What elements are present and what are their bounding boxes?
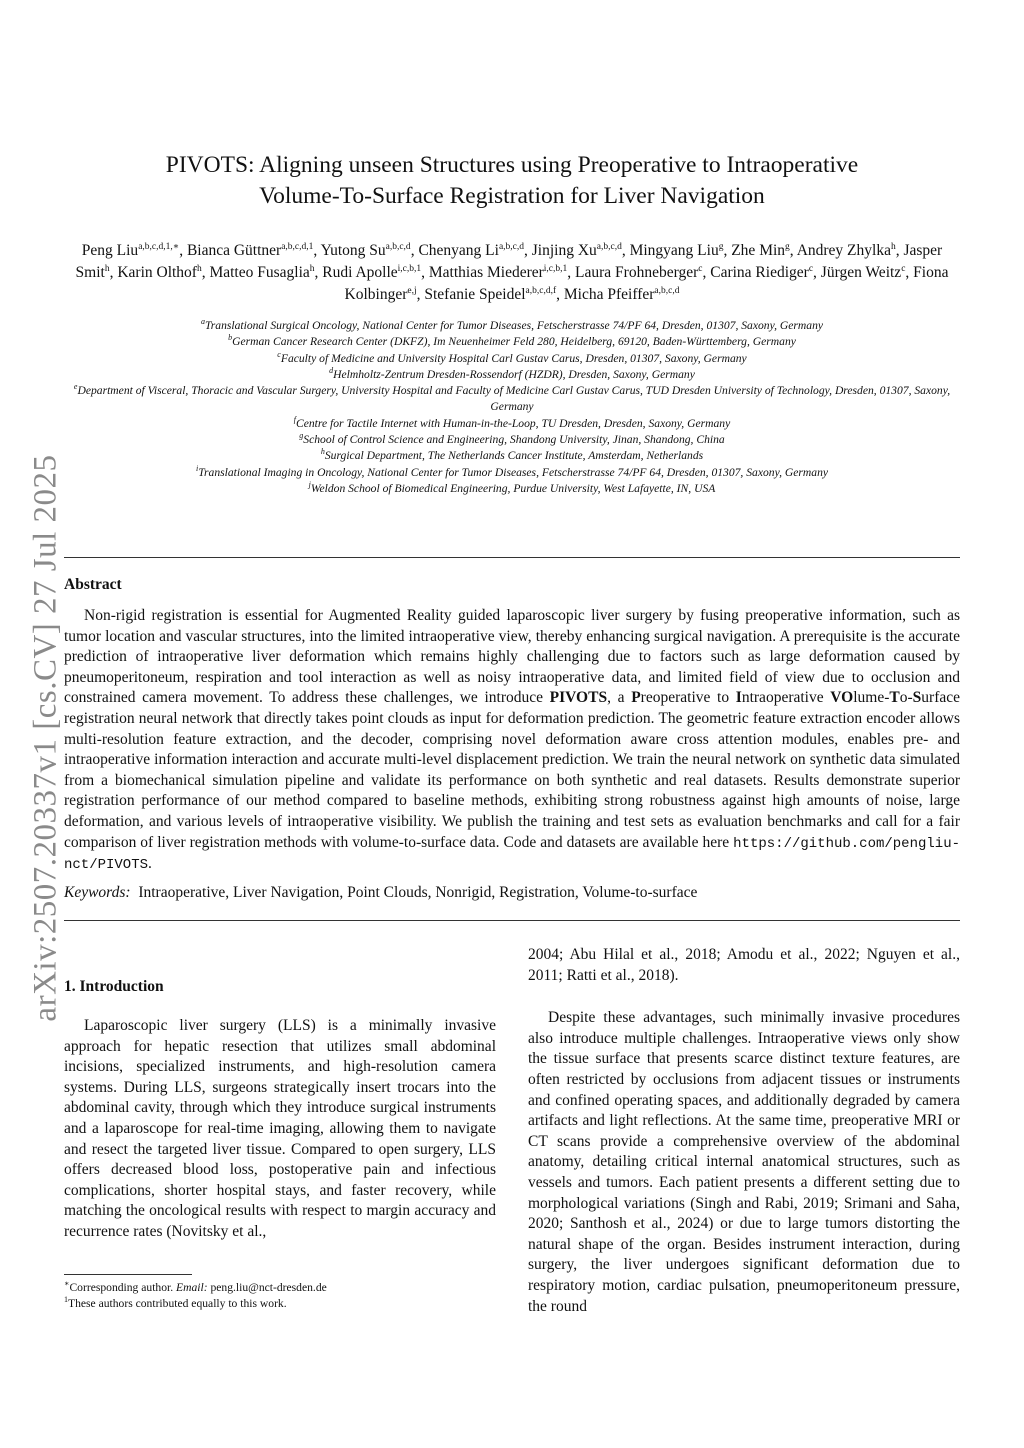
author: Andrey Zhylka bbox=[796, 242, 891, 259]
author-affiliation-marks: c bbox=[808, 263, 814, 274]
author: Carina Riediger bbox=[710, 264, 809, 281]
intro-paragraph-1: Laparoscopic liver surgery (LLS) is a minimally invasive approach for hepatic resection that utilizes small abdominal incisions, specialized instruments, and high-resolution camera systems. During LLS, surgeons strategically insert trocars into the abdominal cavity, through which they introduce surgical instruments and a laparoscope for real-time imaging, allowing them to navigate and resect the targeted liver tissue. Compared to open surgery, LLS offers decreased blood loss, postoperative pain and infectious complications, shorter hospital stays, and faster recovery, while matching the oncological results with respect to margin accuracy and recurrence rates (Novitsky et al., bbox=[64, 1017, 496, 1240]
affiliation-key: f bbox=[293, 414, 296, 424]
author-affiliation-marks: g bbox=[785, 241, 790, 252]
author: Mingyang Liu bbox=[629, 242, 719, 259]
author-list: Peng Liu$^{a,b,c,d,1,∗}$, Bianca Güttner$^{a,b,c,d,1}$, Yutong Su$^{a,b,c,d}$, Chenyang Li$^{a,b,c,d}$, Jinjing Xu$^{a,b,c,d}$, Mingyang Liu$^g$, Zhe Min$^g$, Andrey Zhylka$^h$, Jasper Smit$^h$, Karin Olthof$^h$, Matteo Fusaglia$^h$, Rudi Apolle$^{i,c,b,1}$, Matthias Miederer$^{i,c,b,1}$, Laura Frohneberger$^c$, Carina Riediger$^c$, Jürgen Weitz$^c$, Fiona Kolbinger$^{e,j}$, Stefanie Speidel$^{a,b,c,d,f}$, Micha Pfeiffer$^{a,b,c,d}$ bbox=[75, 241, 949, 303]
author-affiliation-marks: g bbox=[718, 241, 724, 252]
author-affiliation-marks: a,b,c,d bbox=[385, 241, 411, 252]
affiliation bbox=[64, 416, 960, 432]
code-url-link[interactable]: https://github.com/pengliu-nct/PIVOTS bbox=[64, 835, 960, 874]
keywords bbox=[64, 884, 960, 902]
footnote-divider bbox=[64, 1274, 192, 1275]
affiliation bbox=[64, 318, 960, 334]
affiliation-text: Department of Visceral, Thoracic and Vascular Surgery, University Hospital and Faculty of Medicine Carl Gustav Carus, TUD Dresden University of Technology, Dresden, 01307, Saxony, Germany bbox=[77, 384, 951, 414]
affiliation-text: Translational Imaging in Oncology, National Center for Tumor Diseases, Fetscherstrasse 74/PF 64, Dresden, 01307, Saxony, Germany bbox=[198, 465, 829, 479]
author: Jürgen Weitz bbox=[820, 264, 902, 281]
author: Chenyang Li bbox=[418, 242, 499, 259]
affiliation-text: School of Control Science and Engineering, Shandong University, Jinan, Shandong, China bbox=[303, 433, 725, 447]
author: Micha Pfeiffer bbox=[563, 286, 655, 303]
title-line-1: PIVOTS: Aligning unseen Structures using Preoperative to Intraoperative bbox=[165, 152, 859, 178]
author: Rudi Apolle bbox=[322, 264, 398, 281]
author-affiliation-marks: e,j bbox=[407, 285, 417, 296]
author: Matteo Fusaglia bbox=[209, 264, 310, 281]
affiliation-text: Surgical Department, The Netherlands Cancer Institute, Amsterdam, Netherlands bbox=[324, 449, 704, 463]
affiliation-list bbox=[64, 318, 960, 497]
author: Matthias Miederer bbox=[428, 264, 544, 281]
author: Fiona Kolbinger bbox=[344, 264, 949, 303]
author-affiliation-marks: a,b,c,d bbox=[596, 241, 622, 252]
affiliation-text: Faculty of Medicine and University Hospital Carl Gustav Carus, Dresden, 01307, Saxony, Germany bbox=[280, 351, 747, 365]
author: Zhe Min bbox=[731, 242, 786, 259]
bottom-divider bbox=[64, 920, 960, 921]
author-affiliation-marks: h bbox=[196, 263, 202, 274]
author-affiliation-marks: h bbox=[309, 263, 315, 274]
author-affiliation-marks: a,b,c,d bbox=[654, 285, 680, 296]
right-column bbox=[528, 945, 960, 1317]
author-affiliation-marks: a,b,c,d,1 bbox=[281, 241, 314, 252]
author-affiliation-marks: c bbox=[698, 263, 703, 274]
intro-paragraph-2: Despite these advantages, such minimally invasive procedures also introduce multiple challenges. Intraoperative views only show the tissue surface that presents scarce distinct texture features, are often restricted by occlusions from adjacent tissues or instruments and confined operating spaces, and additionally degraded by camera artifacts and light reflections. At the same time, preoperative MRI or CT scans provide a comprehensive overview of the abdominal anatomy, detailing critical internal anatomical structures, such as vessels and tumors. Each patient presents a different setting due to morphological variations (Singh and Rabi, 2019; Srimani and Saha, 2020; Santhosh et al., 2024) or due to large tumors distorting the natural shape of the organ. Besides instrument interaction, during surgery, the liver undergoes significant deformation due to respiratory motion, cardiac pulsation, pneumoperitoneum pressure, the round bbox=[528, 1009, 960, 1315]
affiliation-key: j bbox=[308, 480, 311, 490]
intro-paragraph-1-continued: 2004; Abu Hilal et al., 2018; Amodu et al., 2022; Nguyen et al., 2011; Ratti et al., 2018). bbox=[528, 946, 960, 984]
author-affiliation-marks: h bbox=[890, 241, 896, 252]
affiliation-key: c bbox=[277, 349, 281, 359]
arxiv-stamp: arXiv:2507.20337v1 [cs.CV] 27 Jul 2025 bbox=[27, 454, 64, 1022]
method-name: PIVOTS bbox=[549, 689, 608, 707]
author-affiliation-marks: a,b,c,d,f bbox=[525, 285, 557, 296]
affiliation-key: a bbox=[200, 317, 205, 327]
affiliation-key: h bbox=[320, 447, 325, 457]
affiliation-text: Translational Surgical Oncology, National Center for Tumor Diseases, Fetscherstrasse 74/PF 64, Dresden, 01307, Saxony, Germany bbox=[204, 319, 824, 332]
affiliation bbox=[64, 334, 960, 350]
affiliation bbox=[64, 432, 960, 448]
keywords-text: Intraoperative, Liver Navigation, Point Clouds, Nonrigid, Registration, Volume-to-surface bbox=[138, 884, 698, 901]
abstract-heading: Abstract bbox=[64, 576, 122, 593]
author-affiliation-marks: c bbox=[901, 263, 906, 274]
footnote-equal-contribution: $^1$These authors contributed equally to this work. bbox=[64, 1295, 287, 1310]
author: Karin Olthof bbox=[117, 264, 197, 281]
affiliation-text: Centre for Tactile Internet with Human-in-the-Loop, TU Dresden, Dresden, Saxony, Germany bbox=[295, 416, 731, 430]
author: Laura Frohneberger bbox=[575, 264, 699, 281]
email-link[interactable]: peng.liu@nct-dresden.de bbox=[207, 1281, 327, 1294]
left-column bbox=[64, 1016, 496, 1243]
affiliation bbox=[64, 383, 960, 416]
affiliation-text: Weldon School of Biomedical Engineering, Purdue University, West Lafayette, IN, USA bbox=[310, 481, 716, 495]
affiliation-key: e bbox=[73, 382, 78, 392]
author: Peng Liu bbox=[81, 242, 139, 259]
author-affiliation-marks: a,b,c,d,1,∗ bbox=[138, 241, 180, 252]
keywords-label: Keywords: bbox=[64, 884, 131, 901]
footnote-corresponding: ∗Corresponding author. Email: peng.liu@nct-dresden.de bbox=[64, 1279, 327, 1294]
author-affiliation-marks: i,c,b,1 bbox=[397, 263, 422, 274]
author-affiliation-marks: a,b,c,d bbox=[498, 241, 524, 252]
paper-title bbox=[64, 150, 960, 212]
affiliation-key: i bbox=[195, 463, 199, 473]
section-heading-introduction: 1. Introduction bbox=[64, 978, 164, 995]
author: Jasper Smit bbox=[75, 242, 943, 281]
author-affiliation-marks: i,c,b,1 bbox=[543, 263, 568, 274]
author-affiliation-marks: h bbox=[104, 263, 110, 274]
affiliation-text: German Cancer Research Center (DKFZ), Im Neuenheimer Feld 280, Heidelberg, 69120, Baden-Württemberg, Germany bbox=[232, 335, 796, 349]
title-line-2: Volume-To-Surface Registration for Liver Navigation bbox=[259, 183, 765, 209]
affiliation-key: d bbox=[329, 366, 334, 376]
author: Jinjing Xu bbox=[531, 242, 597, 259]
affiliation bbox=[64, 351, 960, 367]
author: Stefanie Speidel bbox=[424, 286, 526, 303]
affiliation bbox=[64, 481, 960, 497]
top-divider bbox=[64, 557, 960, 558]
affiliation-text: Helmholtz-Zentrum Dresden-Rossendorf (HZDR), Dresden, Saxony, Germany bbox=[333, 367, 695, 381]
author: Yutong Su bbox=[320, 242, 386, 259]
footnotes bbox=[64, 1280, 496, 1312]
affiliation bbox=[64, 448, 960, 464]
author: Bianca Güttner bbox=[186, 242, 282, 259]
affiliation bbox=[64, 367, 960, 383]
affiliation bbox=[64, 465, 960, 481]
affiliation-key: g bbox=[299, 431, 304, 441]
abstract-text: Non-rigid registration is essential for Augmented Reality guided laparoscopic liver surgery by fusing preoperative information, such as tumor location and vascular structures, into the limited intraoperative view, thereby enhancing surgical navigation. A prerequisite is the accurate prediction of intraoperative liver deformation which remains highly challenging due to factors such as large deformation caused by pneumoperitoneum, respiration and tool interaction as well as noisy intraoperative data, and limited field of view due to occlusion and constrained camera movement. To address these challenges, we introduce PIVOTS, a Preoperative to Intraoperative VOlume-To-Surface registration neural network that directly takes point clouds as input for deformation prediction. The geometric feature extraction encoder allows multi-resolution feature extraction, and the decoder, comprising novel deformation aware cross attention modules, enables pre- and intraoperative information interaction and accurate multi-level displacement prediction. We train the neural network on synthetic data simulated from a biomechanical simulation pipeline and validate its performance on both synthetic and real datasets. Results demonstrate superior registration performance of our method compared to baseline methods, exhibiting strong robustness against high amounts of noise, large deformation, and various levels of intraoperative visibility. We publish the training and test sets as evaluation benchmarks and call for a fair comparison of liver registration methods with volume-to-surface data. Code and datasets are available here https://github.com/pengliu-nct/PIVOTS. bbox=[64, 607, 961, 874]
affiliation-key: b bbox=[228, 333, 233, 343]
